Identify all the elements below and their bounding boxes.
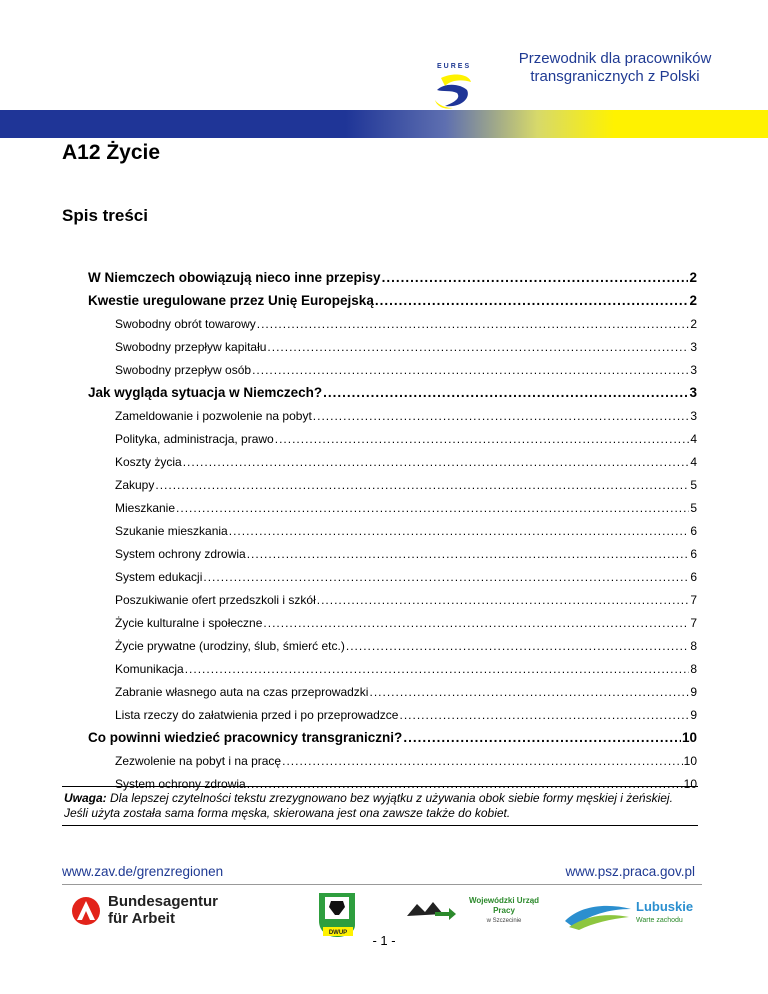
lubuskie-logo-text [636, 900, 693, 928]
toc-entry-title: Zameldowanie i pozwolenie na pobyt [115, 409, 312, 423]
lub-line1: Lubuskie [636, 899, 694, 914]
page-number: - 1 - [372, 933, 396, 948]
toc-entry-page: 7 [690, 616, 697, 630]
toc-entry[interactable] [88, 607, 697, 630]
toc-entry-page: 3 [689, 385, 697, 400]
document-title: A12 Życie [62, 141, 161, 164]
toc-entry-title: System ochrony zdrowia [115, 777, 246, 791]
toc-entry[interactable] [88, 722, 697, 745]
toc-entry[interactable] [88, 561, 697, 584]
toc-leader-dots [185, 662, 690, 676]
toc-entry-page: 10 [681, 730, 697, 745]
toc-leader-dots [375, 293, 689, 308]
toc-entry-title: Co powinni wiedzieć pracownicy transgraniczni? [88, 730, 403, 745]
toc-entry-page: 10 [683, 777, 697, 791]
toc-entry-page: 9 [690, 708, 697, 722]
toc-entry[interactable] [88, 584, 697, 607]
footer-link-psz[interactable]: www.psz.praca.gov.pl [565, 864, 695, 879]
toc-entry-page: 3 [690, 363, 697, 377]
eures-logo-text: EURES [437, 63, 472, 70]
toc-heading: Spis treści [62, 206, 148, 225]
toc-entry-title: Zezwolenie na pobyt i na pracę [115, 754, 282, 768]
toc-leader-dots [247, 547, 690, 561]
toc-entry[interactable] [88, 423, 697, 446]
toc-entry[interactable] [88, 331, 697, 354]
toc-leader-dots [155, 478, 689, 492]
toc-leader-dots [203, 570, 689, 584]
toc-entry[interactable] [88, 538, 697, 561]
ba-line2: für Arbeit [108, 910, 175, 927]
wup-line1: Wojewódzki Urząd Pracy [468, 896, 540, 915]
toc-entry-title: Zabranie własnego auta na czas przeprowadzki [115, 685, 369, 699]
bundesagentur-logo-text [108, 893, 218, 927]
toc-entry[interactable] [88, 653, 697, 676]
toc-leader-dots [382, 270, 689, 285]
toc-entry-title: Zakupy [115, 478, 155, 492]
toc-entry[interactable] [88, 676, 697, 699]
toc-entry[interactable] [88, 262, 697, 285]
lub-line2: Warte zachodu [636, 917, 683, 924]
toc-leader-dots [323, 385, 688, 400]
toc-leader-dots [282, 754, 683, 768]
toc-entry-page: 8 [690, 639, 697, 653]
header-title-line1: Przewodnik dla pracowników [518, 50, 712, 67]
toc-entry-page: 2 [689, 270, 697, 285]
wup-line2: w Szczecinie [486, 918, 522, 924]
toc-entry-title: Swobodny przepływ osób [115, 363, 252, 377]
toc-entry-title: W Niemczech obowiązują nieco inne przepisy [88, 270, 381, 285]
dwup-logo [317, 891, 359, 939]
toc-entry-title: System edukacji [115, 570, 203, 584]
toc-leader-dots [346, 639, 689, 653]
toc-entry-title: Jak wygląda sytuacja w Niemczech? [88, 385, 323, 400]
ba-line1: Bundesagentur [108, 893, 219, 910]
toc-leader-dots [369, 685, 689, 699]
toc-entry-page: 6 [690, 524, 697, 538]
toc-entry-title: System ochrony zdrowia [115, 547, 246, 561]
toc-entry-page: 5 [690, 501, 697, 515]
dwup-logo-label: DWUP [328, 930, 348, 936]
toc-leader-dots [399, 708, 689, 722]
toc-entry-title: Szukanie mieszkania [115, 524, 228, 538]
toc-entry-page: 10 [683, 754, 697, 768]
toc-entry-title: Lista rzeczy do załatwienia przed i po przeprowadzce [115, 708, 399, 722]
toc-leader-dots [257, 317, 690, 331]
toc-entry-page: 5 [690, 478, 697, 492]
toc-leader-dots [252, 363, 689, 377]
toc-entry-title: Mieszkanie [115, 501, 176, 515]
bundesagentur-logo-icon [71, 896, 101, 926]
toc-entry-page: 6 [690, 570, 697, 584]
toc-entry[interactable] [88, 354, 697, 377]
toc-entry-title: Poszukiwanie ofert przedszkoli i szkół [115, 593, 316, 607]
toc-entry-title: Życie kulturalne i społeczne [115, 616, 263, 630]
toc-entry-title: Swobodny obrót towarowy [115, 317, 256, 331]
toc-leader-dots [267, 340, 689, 354]
toc-leader-dots [403, 730, 681, 745]
toc-leader-dots [176, 501, 689, 515]
toc-entry-page: 3 [690, 340, 697, 354]
eures-logo [431, 60, 479, 110]
toc-entry[interactable] [88, 745, 697, 768]
toc-entry-page: 8 [690, 662, 697, 676]
toc-entry[interactable] [88, 630, 697, 653]
toc-leader-dots [229, 524, 690, 538]
toc-entry-page: 3 [690, 409, 697, 423]
wup-szczecin-logo-icon [405, 898, 457, 920]
toc-entry-page: 7 [690, 593, 697, 607]
toc-entry-title: Życie prywatne (urodziny, ślub, śmierć etc.) [115, 639, 345, 653]
footer-divider [62, 884, 702, 885]
toc-entry[interactable] [88, 308, 697, 331]
toc-entry-page: 9 [690, 685, 697, 699]
note-label: Uwaga: [64, 791, 107, 805]
note-text: Dla lepszej czytelności tekstu zrezygnowano bez wyjątku z używania obok siebie formy męskiej i żeńskiej. Jeśli użyta została sama forma męska, skierowana jest ona zawsze także do kobiet. [64, 791, 673, 820]
toc-entry-title: Komunikacja [115, 662, 184, 676]
toc-entry[interactable] [88, 515, 697, 538]
readability-note [62, 786, 698, 826]
toc-leader-dots [263, 616, 689, 630]
toc-entry[interactable] [88, 377, 697, 400]
toc-leader-dots [313, 409, 690, 423]
table-of-contents [88, 262, 697, 791]
toc-entry-title: Swobodny przepływ kapitału [115, 340, 267, 354]
toc-entry[interactable] [88, 492, 697, 515]
toc-entry-title: Polityka, administracja, prawo [115, 432, 274, 446]
header-title [495, 50, 735, 86]
toc-entry[interactable] [88, 699, 697, 722]
header-title-line2: transgranicznych z Polski [530, 68, 700, 85]
toc-entry-page: 4 [690, 455, 697, 469]
toc-leader-dots [275, 432, 690, 446]
toc-entry[interactable] [88, 446, 697, 469]
toc-entry-page: 6 [690, 547, 697, 561]
toc-entry-page: 2 [690, 317, 697, 331]
toc-entry-page: 4 [690, 432, 697, 446]
toc-entry[interactable] [88, 285, 697, 308]
toc-entry[interactable] [88, 400, 697, 423]
lubuskie-logo-icon [563, 899, 633, 931]
header-color-band [0, 110, 768, 138]
toc-entry-title: Kwestie uregulowane przez Unię Europejską [88, 293, 374, 308]
footer-link-zav[interactable]: www.zav.de/grenzregionen [62, 864, 224, 879]
toc-leader-dots [183, 455, 690, 469]
toc-entry-title: Koszty życia [115, 455, 182, 469]
toc-leader-dots [317, 593, 690, 607]
wup-szczecin-logo-text [459, 896, 549, 926]
toc-entry[interactable] [88, 469, 697, 492]
toc-entry-page: 2 [689, 293, 697, 308]
